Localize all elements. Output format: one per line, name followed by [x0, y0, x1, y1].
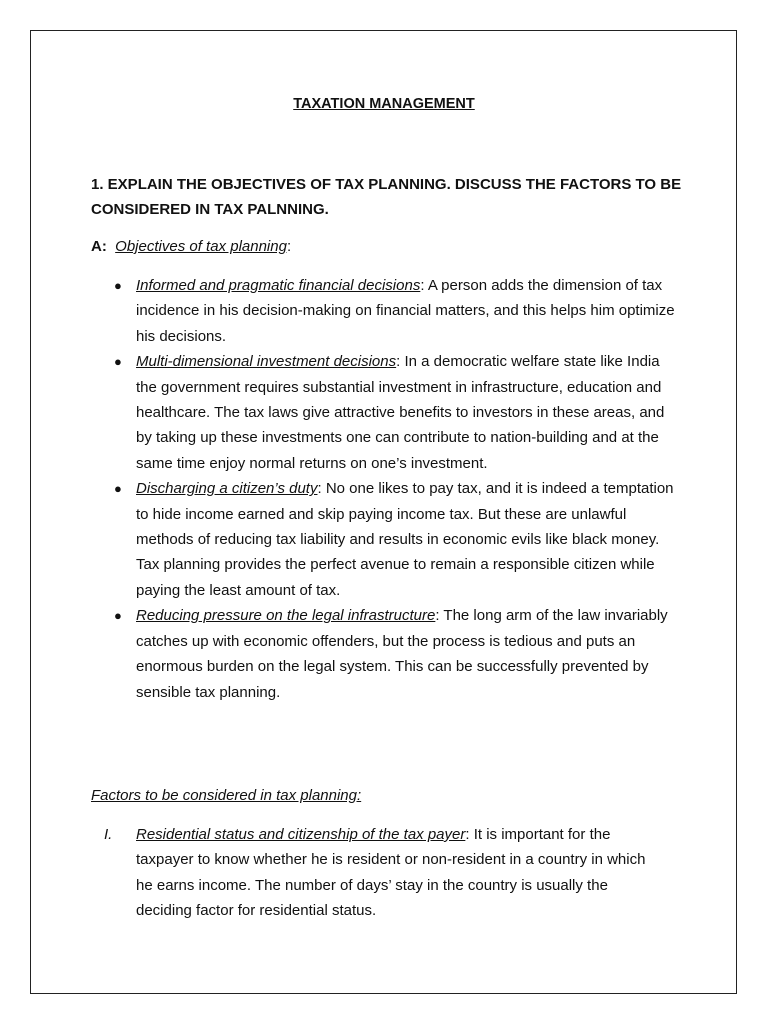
- objective-text: : A person adds the dimension of tax incidence in his decision-making on financial matters, and this helps him optimize his decisions.: [136, 277, 675, 345]
- answer-heading: [91, 234, 291, 259]
- objectives-heading: Objectives of tax planning: [115, 238, 287, 255]
- list-item: [114, 349, 684, 476]
- objective-term: Multi-dimensional investment decisions: [136, 353, 397, 371]
- question-heading: 1. EXPLAIN THE OBJECTIVES OF TAX PLANNING. DISCUSS THE FACTORS TO BE CONSIDERED IN TAX PALNNING.: [91, 176, 682, 218]
- bullet-icon: ●: [114, 608, 122, 624]
- bullet-icon: ●: [114, 481, 122, 497]
- objective-text: : No one likes to pay tax, and it is indeed a temptation to hide income earned and skip paying income tax. But these are unlawful methods of reducing tax liability and results in economic evils like black money. Tax planning provides the perfect avenue to remain a responsible citizen while paying the least amount of tax.: [136, 480, 674, 599]
- factors-list: [104, 822, 664, 924]
- factor-term: Residential status and citizenship of the tax payer: [136, 826, 466, 843]
- factors-heading: Factors to be considered in tax planning:: [91, 787, 362, 804]
- answer-label: A:: [91, 238, 107, 255]
- objective-text: : In a democratic welfare state like India the government requires substantial investment in infrastructure, education and healthcare. The tax laws give attractive benefits to investors in these areas, and by taking up these investments one can contribute to nation-building and at the same time enjoy normal returns on one’s investment.: [136, 353, 665, 472]
- objective-term: Discharging a citizen’s duty: [136, 480, 318, 498]
- list-item: [104, 822, 664, 924]
- factor-number: I.: [104, 826, 113, 843]
- bullet-icon: ●: [114, 354, 122, 370]
- list-item: [114, 273, 684, 349]
- objective-term: Informed and pragmatic financial decisions: [136, 277, 421, 294]
- objective-term: Reducing pressure on the legal infrastructure: [136, 607, 436, 625]
- bullet-icon: ●: [114, 278, 122, 293]
- document-title: [0, 95, 768, 113]
- factor-text: : It is important for the taxpayer to know whether he is resident or non-resident in a country in which he earns income. The number of days’ stay in the country is usually the deciding factor for residential status.: [136, 826, 646, 920]
- objective-text: : The long arm of the law invariably catches up with economic offenders, but the process is tedious and puts an enormous burden on the legal system. This can be successfully prevented by sensible tax planning.: [136, 607, 668, 701]
- list-item: [114, 603, 684, 705]
- objectives-heading-colon: :: [286, 238, 292, 255]
- objectives-list: [114, 273, 684, 705]
- list-item: [114, 476, 684, 603]
- title-text: TAXATION MANAGEMENT: [293, 96, 475, 112]
